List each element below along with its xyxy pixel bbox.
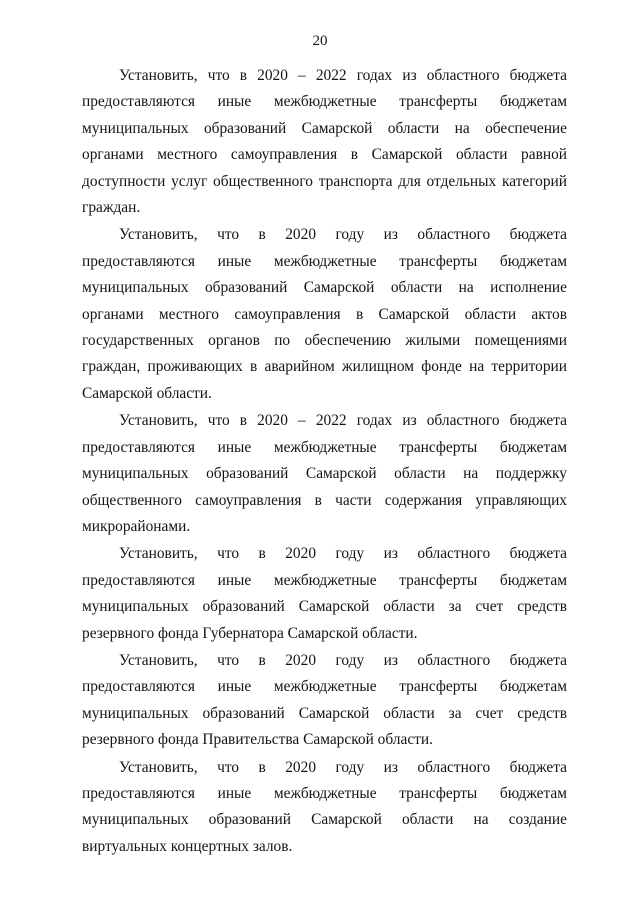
paragraph-1: Установить, что в 2020 – 2022 годах из областного бюджета предоставляются иные межбюджетные трансферты бюджетам муниципальных образований Самарской области на обеспечение органами местного самоуправления в Самарской области равной доступности услуг общественного транспорта для отдельных категорий граждан. bbox=[82, 67, 567, 217]
page-number: 20 bbox=[312, 33, 328, 49]
paragraph-2: Установить, что в 2020 году из областного бюджета предоставляются иные межбюджетные трансферты бюджетам муниципальных образований Самарской области на исполнение органами местного самоуправления в Самарской области актов государственных органов по обеспечению жилыми помещениями граждан, проживающих в аварийном жилищном фонде на территории Самарской области. bbox=[82, 226, 567, 402]
paragraph-6: Установить, что в 2020 году из областного бюджета предоставляются иные межбюджетные трансферты бюджетам муниципальных образований Самарской области на создание виртуальных концертных залов. bbox=[82, 758, 567, 855]
paragraph-5: Установить, что в 2020 году из областного бюджета предоставляются иные межбюджетные трансферты бюджетам муниципальных образований Самарской области за счет средств резервного фонда Правительства Самарской области. bbox=[82, 651, 567, 749]
document-body bbox=[82, 63, 567, 861]
paragraph-4: Установить, что в 2020 году из областного бюджета предоставляются иные межбюджетные трансферты бюджетам муниципальных образований Самарской области за счет средств резервного фонда Губернатора Самарской области. bbox=[82, 545, 567, 642]
paragraph-3: Установить, что в 2020 – 2022 годах из областного бюджета предоставляются иные межбюджетные трансферты бюджетам муниципальных образований Самарской области на поддержку общественного самоуправления в части содержания управляющих микрорайонами. bbox=[82, 412, 567, 535]
